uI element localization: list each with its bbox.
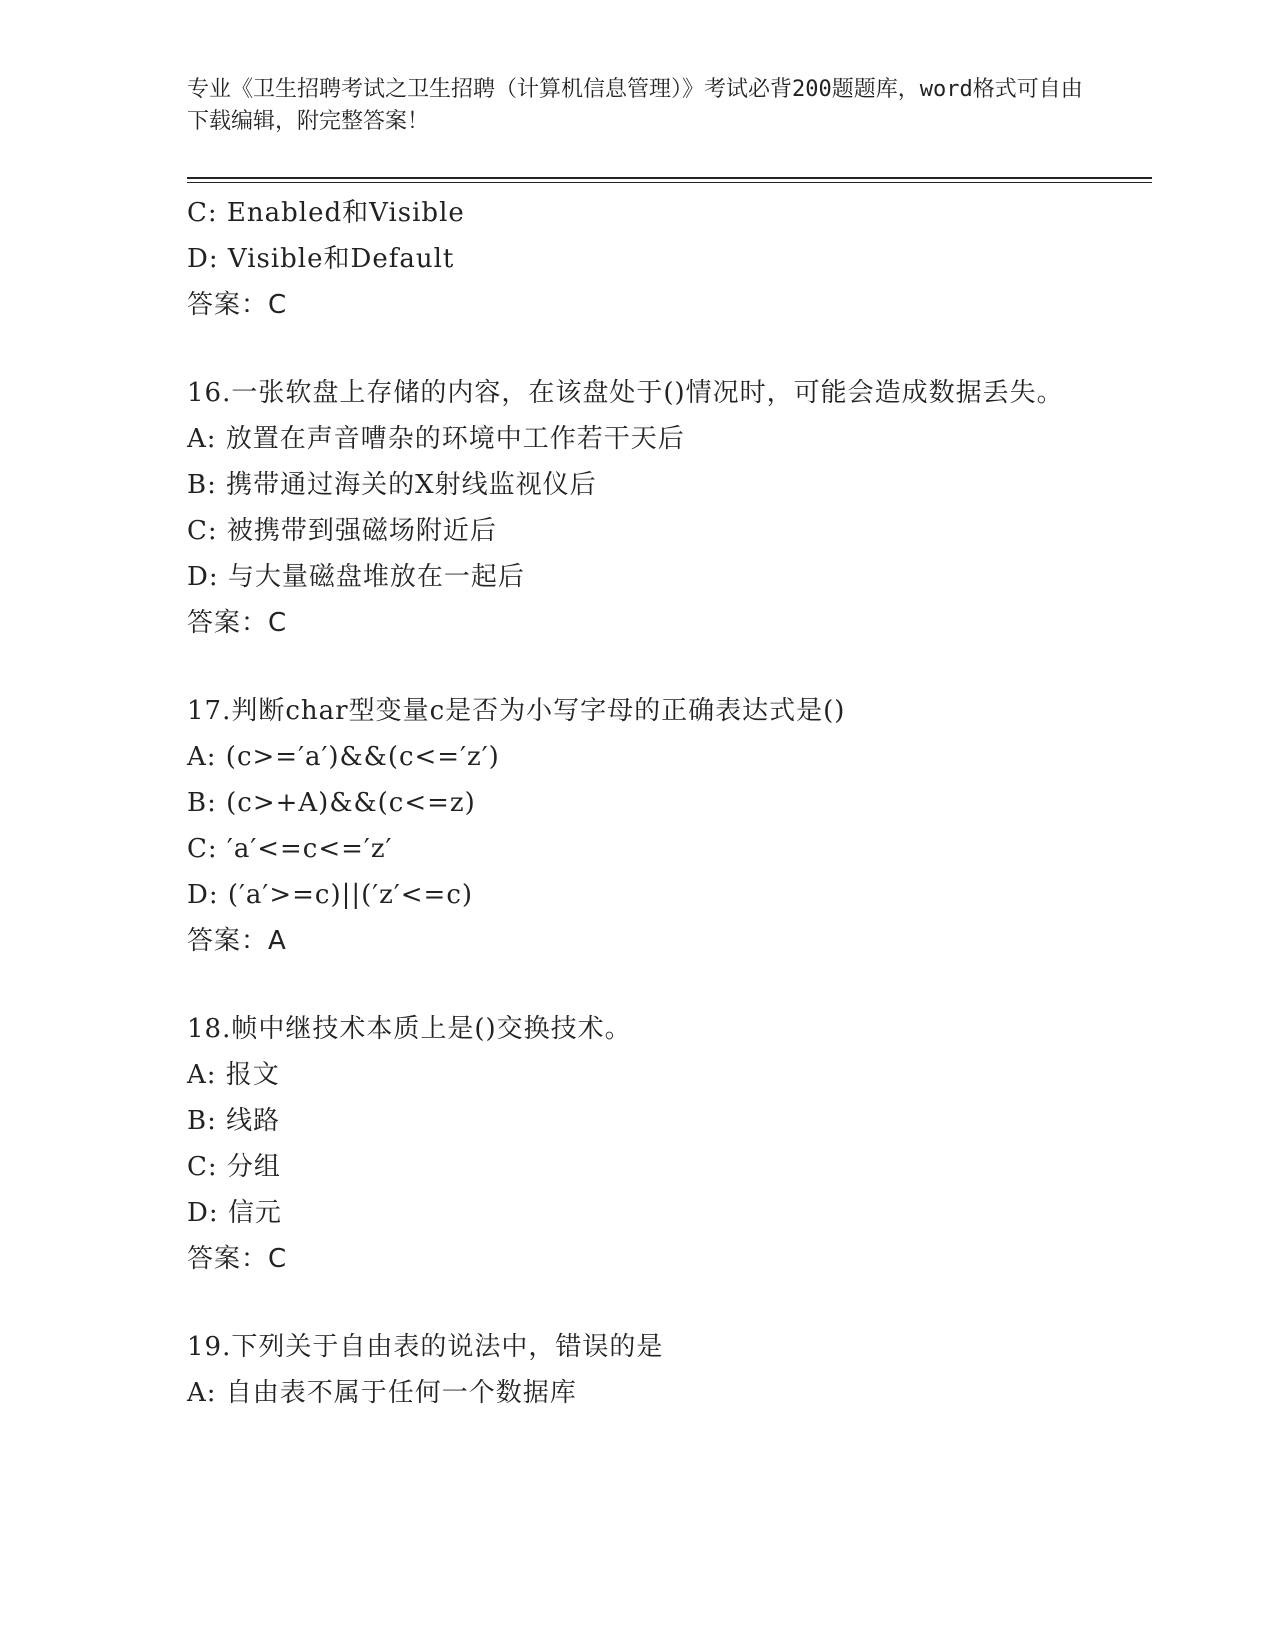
question-19-option-a: A: 自由表不属于任何一个数据库 bbox=[187, 1378, 577, 1408]
question-17-option-c: C: ′a′<=c<=′z′ bbox=[187, 834, 393, 864]
question-16-text: 16.一张软盘上存储的内容，在该盘处于()情况时，可能会造成数据丢失。 bbox=[187, 378, 1064, 408]
question-17-option-d: D: (′a′>=c)||(′z′<=c) bbox=[187, 880, 474, 910]
option-c: C: Enabled和Visible bbox=[187, 198, 465, 228]
question-16-option-a: A: 放置在声音嘈杂的环境中工作若干天后 bbox=[187, 424, 685, 454]
question-16-option-d: D: 与大量磁盘堆放在一起后 bbox=[187, 562, 525, 592]
answer-label: 答案：C bbox=[187, 290, 288, 320]
spacer bbox=[187, 964, 1147, 1006]
spacer bbox=[187, 328, 1147, 370]
option-d: D: Visible和Default bbox=[187, 244, 455, 274]
question-16-option-b: B: 携带通过海关的X射线监视仪后 bbox=[187, 470, 597, 500]
question-18-option-a: A: 报文 bbox=[187, 1060, 280, 1090]
question-19-text: 19.下列关于自由表的说法中，错误的是 bbox=[187, 1332, 664, 1362]
question-17-option-b: B: (c>+A)&&(c<=z) bbox=[187, 788, 476, 818]
header-divider-thin bbox=[187, 182, 1152, 183]
spacer bbox=[187, 1282, 1147, 1324]
question-16-answer: 答案：C bbox=[187, 608, 288, 638]
document-header: 专业《卫生招聘考试之卫生招聘（计算机信息管理）》考试必背200题题库，word格式可自由下载编辑，附完整答案！ bbox=[187, 77, 1083, 134]
question-18-option-b: B: 线路 bbox=[187, 1106, 281, 1136]
question-18-option-c: C: 分组 bbox=[187, 1152, 281, 1182]
spacer bbox=[187, 646, 1147, 688]
question-18-answer: 答案：C bbox=[187, 1244, 288, 1274]
question-18-option-d: D: 信元 bbox=[187, 1198, 282, 1228]
question-18-text: 18.帧中继技术本质上是()交换技术。 bbox=[187, 1014, 632, 1044]
question-17-answer: 答案：A bbox=[187, 926, 287, 956]
question-content bbox=[187, 190, 1147, 1416]
header-divider bbox=[187, 177, 1152, 179]
question-17-text: 17.判断char型变量c是否为小写字母的正确表达式是() bbox=[187, 696, 846, 726]
question-17-option-a: A: (c>=′a′)&&(c<=′z′) bbox=[187, 742, 500, 772]
question-16-option-c: C: 被携带到强磁场附近后 bbox=[187, 516, 497, 546]
